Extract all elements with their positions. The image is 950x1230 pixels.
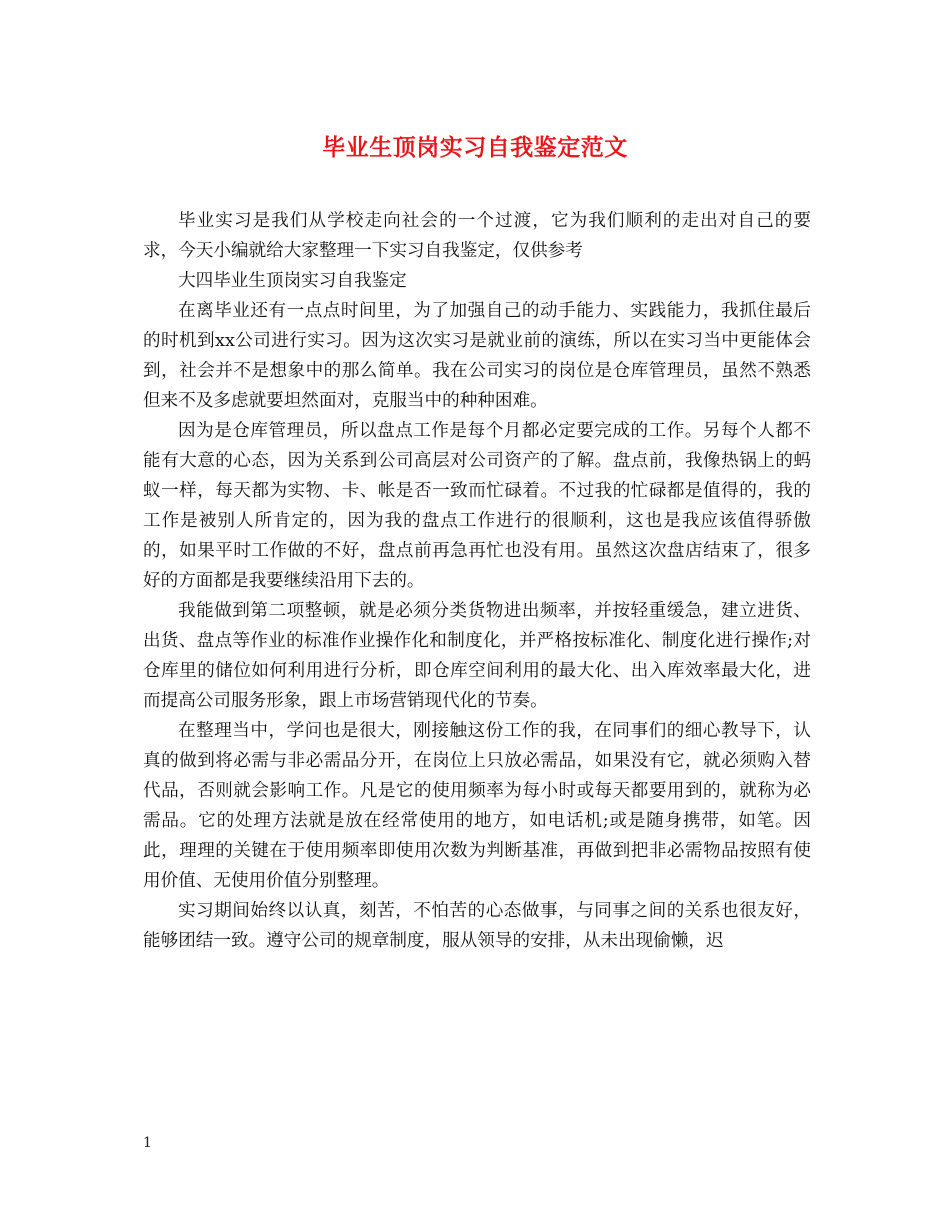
section-heading: 大四毕业生顶岗实习自我鉴定 (178, 271, 407, 291)
paragraph-intro: 毕业实习是我们从学校走向社会的一个过渡，它为我们顺利的走出对自己的要求，今天小编就给大家整理一下实习自我鉴定，仅供参考 (143, 211, 811, 261)
paragraph-2: 因为是仓库管理员，所以盘点工作是每个月都必定要完成的工作。另每个人都不能有大意的心态，因为关系到公司高层对公司资产的了解。盘点前，我像热锅上的蚂蚁一样，每天都为实物、卡、帐是否一致而忙碌着。不过我的忙碌都是值得的，我的工作是被别人所肯定的，因为我的盘点工作进行的很顺利，这也是我应该值得骄傲的，如果平时工作做的不好，盘点前再急再忙也没有用。虽然这次盘店结束了，很多好的方面都是我要继续沿用下去的。 (143, 421, 811, 591)
paragraph-5: 实习期间始终以认真，刻苦，不怕苦的心态做事，与同事之间的关系也很友好，能够团结一致。遵守公司的规章制度，服从领导的安排，从未出现偷懒，迟 (143, 901, 811, 951)
document-body (143, 206, 811, 956)
paragraph-4: 在整理当中，学问也是很大，刚接触这份工作的我，在同事们的细心教导下，认真的做到将必需与非必需品分开，在岗位上只放必需品，如果没有它，就必须购入替代品，否则就会影响工作。凡是它的使用频率为每小时或每天都要用到的，就称为必需品。它的处理方法就是放在经常使用的地方，如电话机;或是随身携带，如笔。因此，理理的关键在于使用频率即使用次数为判断基准，再做到把非必需物品按照有使用价值、无使用价值分别整理。 (143, 721, 811, 891)
paragraph-3: 我能做到第二项整顿，就是必须分类货物进出频率，并按轻重缓急，建立进货、出货、盘点等作业的标准作业操作化和制度化，并严格按标准化、制度化进行操作;对仓库里的储位如何利用进行分析，即仓库空间利用的最大化、出入库效率最大化，进而提高公司服务形象，跟上市场营销现代化的节奏。 (143, 601, 811, 711)
paragraph-1: 在离毕业还有一点点时间里，为了加强自己的动手能力、实践能力，我抓住最后的时机到xx公司进行实习。因为这次实习是就业前的演练，所以在实习当中更能体会到，社会并不是想象中的那么简单。我在公司实习的岗位是仓库管理员，虽然不熟悉但来不及多虑就要坦然面对，克服当中的种种困难。 (143, 301, 811, 411)
page-number: 1 (143, 1135, 152, 1151)
document-title: 毕业生顶岗实习自我鉴定范文 (322, 134, 628, 161)
